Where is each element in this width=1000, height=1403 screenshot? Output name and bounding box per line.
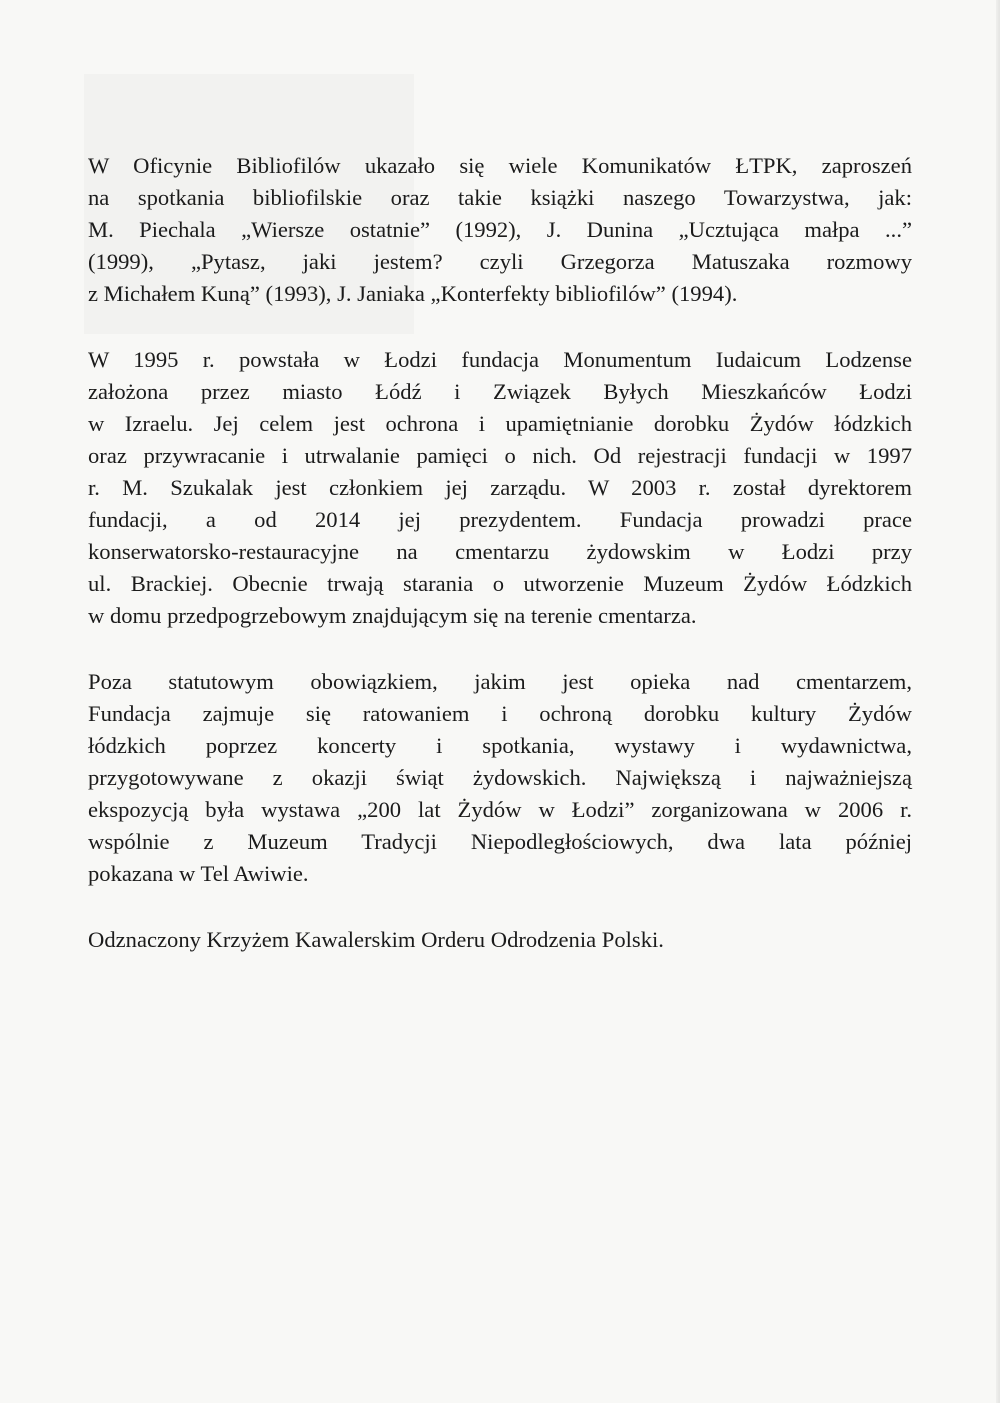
text-line: ekspozycją była wystawa „200 lat Żydów w Łodzi” zorganizowana w 2006 r.	[88, 797, 912, 822]
text-line: W Oficynie Bibliofilów ukazało się wiele Komunikatów ŁTPK, zaproszeń	[88, 153, 912, 178]
text-line: Odznaczony Krzyżem Kawalerskim Orderu Odrodzenia Polski.	[88, 927, 664, 952]
text-line: W 1995 r. powstała w Łodzi fundacja Monumentum Iudaicum Lodzense	[88, 347, 912, 372]
text-line: założona przez miasto Łódź i Związek Byłych Mieszkańców Łodzi	[88, 379, 912, 404]
text-line: wspólnie z Muzeum Tradycji Niepodległościowych, dwa lata później	[88, 829, 912, 854]
text-line: r. M. Szukalak jest członkiem jej zarządu. W 2003 r. został dyrektorem	[88, 475, 912, 500]
text-line: z Michałem Kuną” (1993), J. Janiaka „Konterfekty bibliofilów” (1994).	[88, 281, 738, 306]
text-line: przygotowywane z okazji świąt żydowskich. Największą i najważniejszą	[88, 765, 912, 790]
paragraph-activities	[88, 666, 912, 890]
paragraph-publications	[88, 150, 912, 310]
text-line: pokazana w Tel Awiwie.	[88, 861, 309, 886]
page-edge	[996, 0, 1000, 1403]
text-line: w domu przedpogrzebowym znajdującym się na terenie cmentarza.	[88, 603, 697, 628]
text-line: Fundacja zajmuje się ratowaniem i ochroną dorobku kultury Żydów	[88, 701, 912, 726]
text-line: M. Piechala „Wiersze ostatnie” (1992), J. Dunina „Ucztująca małpa ...”	[88, 217, 912, 242]
text-line: Poza statutowym obowiązkiem, jakim jest opieka nad cmentarzem,	[88, 669, 912, 694]
text-line: ul. Brackiej. Obecnie trwają starania o utworzenie Muzeum Żydów Łódzkich	[88, 571, 912, 596]
paragraph-foundation	[88, 344, 912, 632]
text-line: na spotkania bibliofilskie oraz takie książki naszego Towarzystwa, jak:	[88, 185, 912, 210]
text-line: łódzkich poprzez koncerty i spotkania, wystawy i wydawnictwa,	[88, 733, 912, 758]
text-line: w Izraelu. Jej celem jest ochrona i upamiętnianie dorobku Żydów łódzkich	[88, 411, 912, 436]
text-line: konserwatorsko-restauracyjne na cmentarzu żydowskim w Łodzi przy	[88, 539, 912, 564]
body-text	[88, 150, 912, 990]
paragraph-award	[88, 924, 912, 956]
text-line: fundacji, a od 2014 jej prezydentem. Fundacja prowadzi prace	[88, 507, 912, 532]
text-line: oraz przywracanie i utrwalanie pamięci o nich. Od rejestracji fundacji w 1997	[88, 443, 912, 468]
text-line: (1999), „Pytasz, jaki jestem? czyli Grzegorza Matuszaka rozmowy	[88, 249, 912, 274]
